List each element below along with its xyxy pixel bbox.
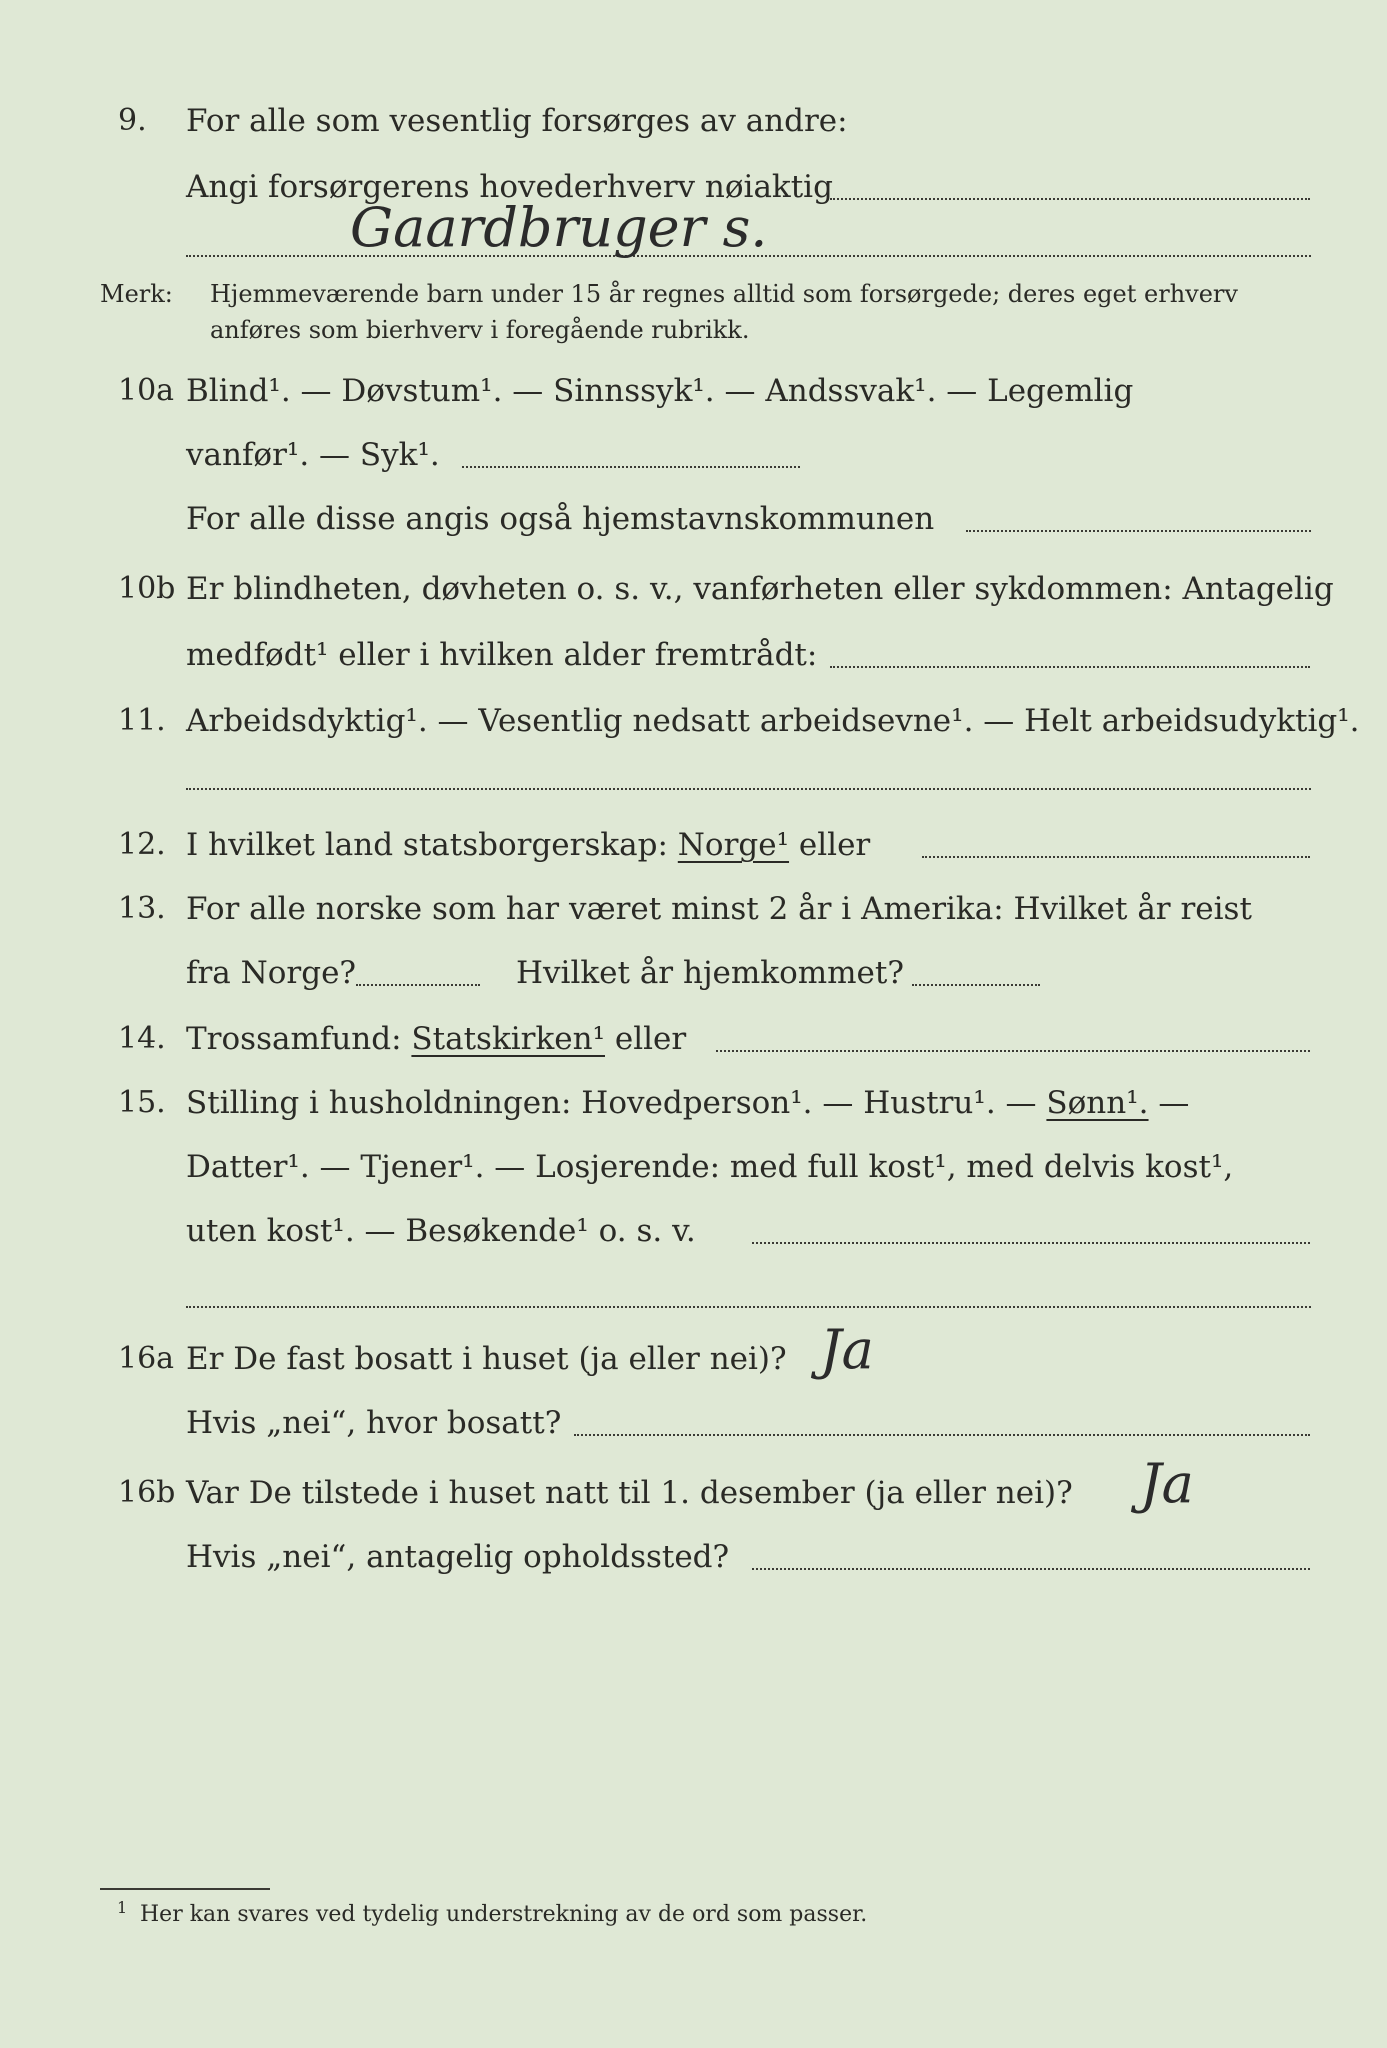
q15-line-1b: — bbox=[1158, 1085, 1190, 1121]
q16b-line-2: Hvis „nei“, antagelig opholdssted? bbox=[186, 1539, 730, 1575]
q10b-number: 10b bbox=[118, 571, 176, 606]
q9-question-2: Angi forsørgerens hovederhverv nøiaktig bbox=[186, 169, 833, 205]
q13-fill-2 bbox=[912, 984, 1040, 986]
q15-line-2: Datter¹. — Tjener¹. — Losjerende: med full kost¹, med delvis kost¹, bbox=[186, 1149, 1234, 1185]
q10a-line-3: For alle disse angis også hjemstavnskommunen bbox=[186, 501, 935, 537]
q13-line-2a: fra Norge? bbox=[186, 955, 357, 991]
q10b-line-1: Er blindheten, døvheten o. s. v., vanførheten eller sykdommen: Antagelig bbox=[186, 571, 1334, 607]
q11-number: 11. bbox=[118, 703, 166, 738]
q14-prefix: Trossamfund: bbox=[186, 1021, 402, 1057]
q10a-line-2: vanfør¹. — Syk¹. bbox=[186, 437, 440, 473]
q10a-line-1: Blind¹. — Døvstum¹. — Sinnssyk¹. — Andssvak¹. — Legemlig bbox=[186, 373, 1134, 409]
merk-label: Merk: bbox=[100, 280, 173, 308]
q12-number: 12. bbox=[118, 827, 166, 862]
q16b-row-2 bbox=[0, 1534, 1387, 1580]
q15-fill bbox=[752, 1242, 1310, 1244]
q13-row bbox=[0, 886, 1387, 932]
q16b-fill bbox=[752, 1568, 1310, 1570]
q16a-number: 16a bbox=[118, 1341, 175, 1376]
q11-row bbox=[0, 698, 1387, 744]
q13-fill-1 bbox=[356, 984, 480, 986]
q12-text bbox=[186, 822, 870, 868]
q10a-row-3 bbox=[0, 496, 1387, 542]
q12-prefix: I hvilket land statsborgerskap: bbox=[186, 827, 668, 863]
q16a-handwritten-answer: Ja bbox=[820, 1318, 874, 1381]
q9-fill-line bbox=[830, 198, 1310, 200]
q15-number: 15. bbox=[118, 1085, 166, 1120]
footnote-rule bbox=[100, 1888, 270, 1890]
q16a-row bbox=[0, 1336, 1387, 1382]
q12-underlined-answer: Norge¹ bbox=[677, 827, 790, 863]
q16a-line-2: Hvis „nei“, hvor bosatt? bbox=[186, 1405, 562, 1441]
q9-handwritten-answer: Gaardbruger s. bbox=[350, 196, 768, 259]
q16a-fill bbox=[574, 1434, 1310, 1436]
q15-text bbox=[186, 1080, 1189, 1126]
q15-line-1a: Stilling i husholdningen: Hovedperson¹. — Hustru¹. — bbox=[186, 1085, 1037, 1121]
q10b-fill bbox=[830, 666, 1310, 668]
q15-line-3: uten kost¹. — Besøkende¹ o. s. v. bbox=[186, 1213, 696, 1249]
q11-line-1: Arbeidsdyktig¹. — Vesentlig nedsatt arbeidsevne¹. — Helt arbeidsudyktig¹. bbox=[186, 703, 1360, 739]
q10b-row bbox=[0, 566, 1387, 612]
q15-underlined-answer: Sønn¹. bbox=[1046, 1085, 1149, 1121]
q12-fill bbox=[922, 856, 1310, 858]
q14-suffix: eller bbox=[614, 1021, 687, 1057]
footnote-text: Her kan svares ved tydelig understrekning av de ord som passer. bbox=[140, 1902, 868, 1927]
q10a-fill-2 bbox=[966, 530, 1311, 532]
q10a-number: 10a bbox=[118, 373, 175, 408]
q10b-line-2: medfødt¹ eller i hvilken alder fremtrådt: bbox=[186, 637, 818, 673]
q15-row bbox=[0, 1080, 1387, 1126]
q10a-row-2 bbox=[0, 432, 1387, 478]
q13-line-2b: Hvilket år hjemkommet? bbox=[516, 955, 904, 991]
q15-answer-line bbox=[186, 1306, 1311, 1308]
q9-row bbox=[0, 98, 1387, 144]
q10a-fill-1 bbox=[462, 466, 800, 468]
q9-number: 9. bbox=[118, 103, 147, 138]
merk-line-1: Hjemmeværende barn under 15 år regnes alltid som forsørgede; deres eget erhverv bbox=[210, 280, 1238, 308]
q16a-row-2 bbox=[0, 1400, 1387, 1446]
q14-fill bbox=[716, 1050, 1310, 1052]
q10b-row-2 bbox=[0, 632, 1387, 678]
q11-answer-line bbox=[186, 788, 1311, 790]
footnote-marker: 1 bbox=[117, 1898, 128, 1917]
q16b-handwritten-answer: Ja bbox=[1140, 1452, 1194, 1515]
q16b-number: 16b bbox=[118, 1475, 176, 1510]
q12-suffix: eller bbox=[798, 827, 871, 863]
q15-row-2 bbox=[0, 1144, 1387, 1190]
q13-line-1: For alle norske som har været minst 2 år i Amerika: Hvilket år reist bbox=[186, 891, 1252, 927]
q14-row bbox=[0, 1016, 1387, 1062]
q9-question: For alle som vesentlig forsørges av andre: bbox=[186, 103, 848, 139]
q15-row-3 bbox=[0, 1208, 1387, 1254]
q10a-row bbox=[0, 368, 1387, 414]
q16a-line-1: Er De fast bosatt i huset (ja eller nei)? bbox=[186, 1341, 787, 1377]
q16b-line-1: Var De tilstede i huset natt til 1. desember (ja eller nei)? bbox=[186, 1475, 1073, 1511]
merk-line-2: anføres som bierhverv i foregående rubrikk. bbox=[210, 316, 750, 344]
q13-number: 13. bbox=[118, 891, 166, 926]
q14-number: 14. bbox=[118, 1021, 166, 1056]
q12-row bbox=[0, 822, 1387, 868]
q14-underlined-answer: Statskirken¹ bbox=[411, 1021, 605, 1057]
q13-row-2 bbox=[0, 950, 1387, 996]
q14-text bbox=[186, 1016, 686, 1062]
